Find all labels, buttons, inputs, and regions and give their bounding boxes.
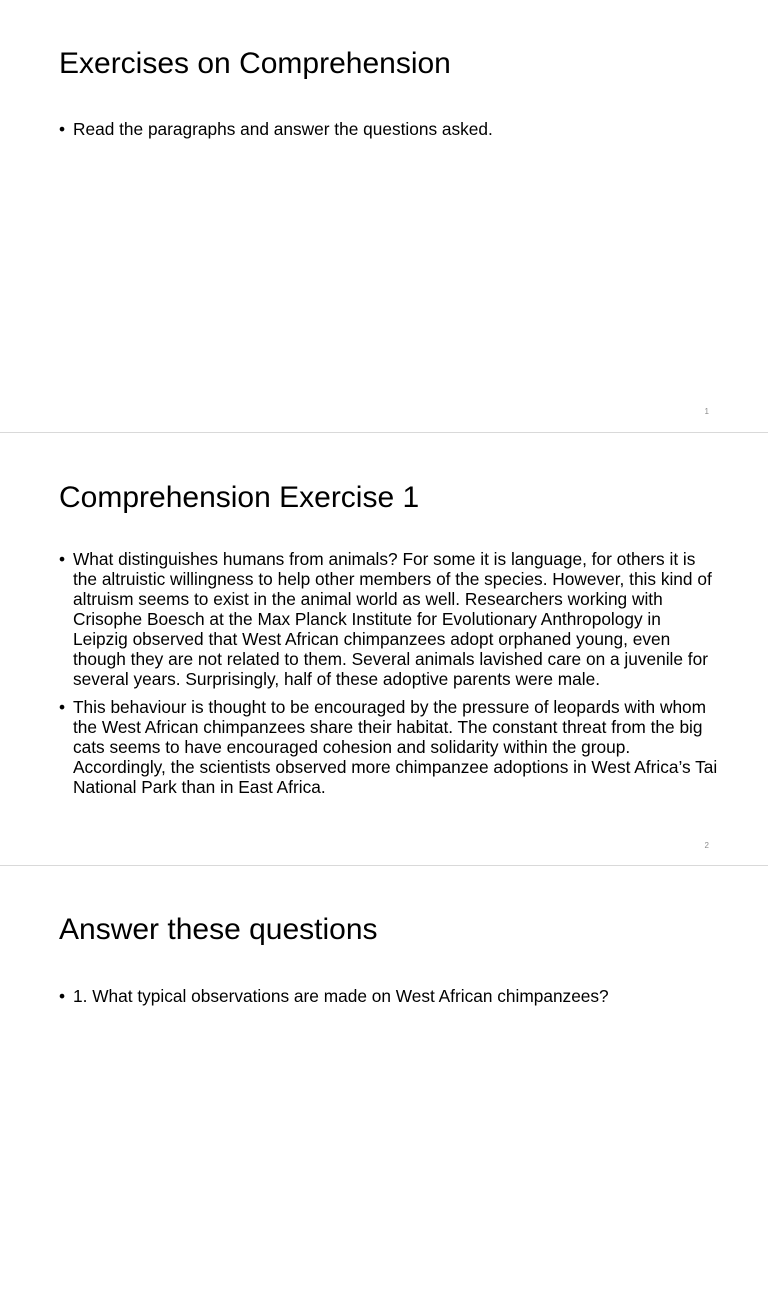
- bullet-glyph: •: [59, 697, 66, 717]
- bullet-text: This behaviour is thought to be encouraged by the pressure of leopards with whom the West African chimpanzees share their habitat. The constant threat from the big cats seems to have encouraged cohesion and solidarity within the group. Accordingly, the scientists observed more chimpanzee adoptions in West Africa’s Tai National Park than in East Africa.: [73, 697, 718, 797]
- slide-2-title: Comprehension Exercise 1: [59, 481, 420, 514]
- bullet-glyph: •: [59, 986, 66, 1006]
- bullet-text: 1. What typical observations are made on West African chimpanzees?: [73, 986, 609, 1006]
- slide-1: [0, 0, 768, 432]
- bullet-item: [59, 697, 719, 797]
- slide-3-bullet-list: [59, 986, 719, 1014]
- bullet-item: [59, 986, 719, 1006]
- slide-2-bullet-list: [59, 549, 719, 805]
- page-number: 2: [704, 841, 709, 850]
- bullet-text: Read the paragraphs and answer the questions asked.: [73, 119, 493, 139]
- bullet-item: [59, 549, 719, 689]
- slide-3-title: Answer these questions: [59, 913, 378, 946]
- slide-2: [0, 433, 768, 865]
- slide-1-bullet-list: [59, 119, 719, 147]
- bullet-glyph: •: [59, 549, 66, 569]
- bullet-text: What distinguishes humans from animals? For some it is language, for others it is the altruistic willingness to help other members of the species. However, this kind of altruism seems to exist in the animal world as well. Researchers working with Crisophe Boesch at the Max Planck Institute for Evolutionary Anthropology in Leipzig observed that West African chimpanzees adopt orphaned young, even though they are not related to them. Several animals lavished care on a juvenile for several years. Surprisingly, half of these adoptive parents were male.: [73, 549, 712, 689]
- page-number: 1: [704, 407, 709, 416]
- slide-3: [0, 866, 768, 1298]
- bullet-glyph: •: [59, 119, 66, 139]
- bullet-item: [59, 119, 719, 139]
- slide-1-title: Exercises on Comprehension: [59, 47, 451, 80]
